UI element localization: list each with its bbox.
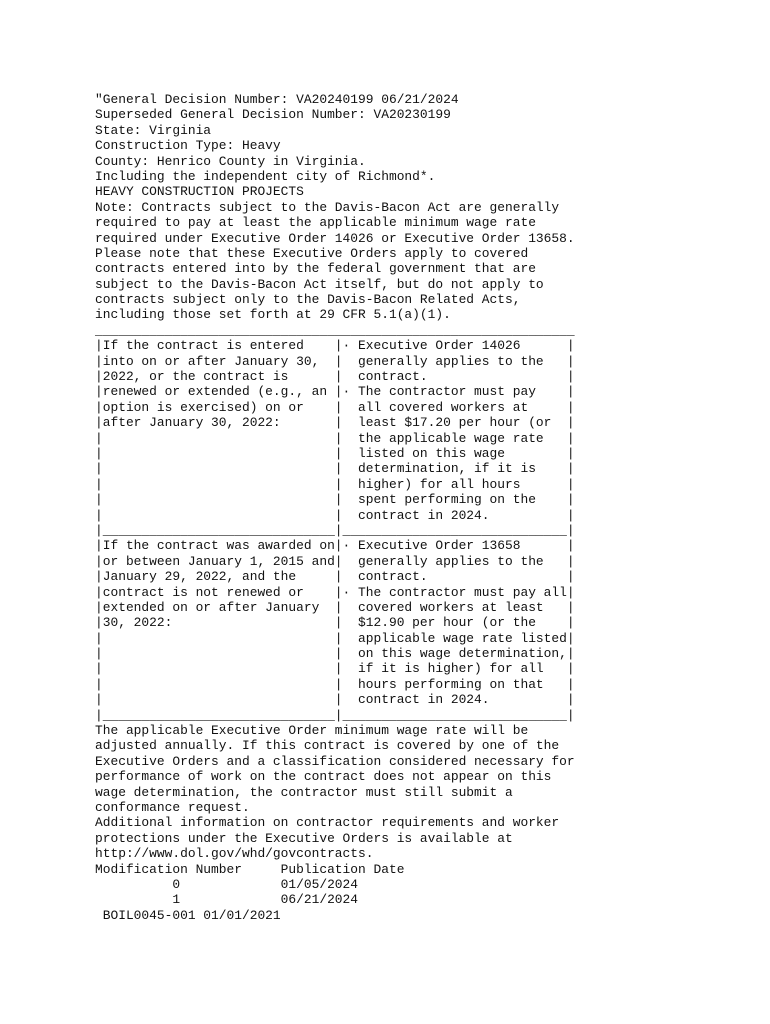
- document-line: contracts subject only to the Davis-Bacon Related Acts,: [95, 292, 521, 308]
- document-line: | | spent performing on the |: [95, 492, 575, 508]
- document-line: |January 29, 2022, and the | contract. |: [95, 569, 575, 585]
- document-line: 1 06/21/2024: [95, 892, 359, 908]
- document-line: |If the contract was awarded on|· Executive Order 13658 |: [95, 538, 575, 554]
- document-line: adjusted annually. If this contract is covered by one of the: [95, 738, 560, 754]
- document-line: | | hours performing on that |: [95, 676, 575, 692]
- document-line: The applicable Executive Order minimum wage rate will be: [95, 723, 529, 739]
- document-line: |into on or after January 30, | generally applies to the |: [95, 353, 575, 369]
- document-line: |______________________________|_____________________________|: [95, 522, 575, 538]
- document-line: |30, 2022: | $12.90 per hour (or the |: [95, 615, 575, 631]
- document-line: |If the contract is entered |· Executive Order 14026 |: [95, 338, 575, 354]
- document-line: | | on this wage determination,|: [95, 646, 575, 662]
- document-line: |contract is not renewed or |· The contractor must pay all|: [95, 584, 575, 600]
- document-line: performance of work on the contract does not appear on this: [95, 769, 552, 785]
- document-line: | | contract in 2024. |: [95, 692, 575, 708]
- wage-determination-document: [95, 92, 575, 923]
- document-line: Construction Type: Heavy: [95, 138, 281, 154]
- document-line: |2022, or the contract is | contract. |: [95, 369, 575, 385]
- document-line: subject to the Davis-Bacon Act itself, but do not apply to: [95, 276, 544, 292]
- document-line: Executive Orders and a classification considered necessary for: [95, 753, 575, 769]
- document-line: including those set forth at 29 CFR 5.1(a)(1).: [95, 307, 451, 323]
- document-line: |or between January 1, 2015 and| generally applies to the |: [95, 553, 575, 569]
- document-line: HEAVY CONSTRUCTION PROJECTS: [95, 184, 304, 200]
- document-line: ______________________________________________________________: [95, 322, 575, 338]
- document-line: Modification Number Publication Date: [95, 861, 405, 877]
- document-line: http://www.dol.gov/whd/govcontracts.: [95, 846, 374, 862]
- document-line: |option is exercised) on or | all covered workers at |: [95, 399, 575, 415]
- document-line: | | if it is higher) for all |: [95, 661, 575, 677]
- document-line: |after January 30, 2022: | least $17.20 per hour (or |: [95, 415, 575, 431]
- document-line: contracts entered into by the federal government that are: [95, 261, 536, 277]
- document-line: | | higher) for all hours |: [95, 476, 575, 492]
- document-line: |renewed or extended (e.g., an |· The contractor must pay |: [95, 384, 575, 400]
- document-line: | | applicable wage rate listed|: [95, 630, 575, 646]
- document-line: Please note that these Executive Orders apply to covered: [95, 245, 529, 261]
- document-line: Note: Contracts subject to the Davis-Bacon Act are generally: [95, 199, 560, 215]
- document-line: County: Henrico County in Virginia.: [95, 153, 366, 169]
- document-line: conformance request.: [95, 799, 250, 815]
- document-line: wage determination, the contractor must still submit a: [95, 784, 513, 800]
- document-line: "General Decision Number: VA20240199 06/21/2024: [95, 92, 459, 107]
- document-line: | | determination, if it is |: [95, 461, 575, 477]
- document-line: 0 01/05/2024: [95, 876, 359, 892]
- document-line: |______________________________|_____________________________|: [95, 707, 575, 723]
- document-line: |extended on or after January | covered workers at least |: [95, 599, 575, 615]
- document-line: State: Virginia: [95, 122, 212, 138]
- document-line: required to pay at least the applicable minimum wage rate: [95, 215, 536, 231]
- document-line: Including the independent city of Richmond*.: [95, 168, 436, 184]
- document-line: Additional information on contractor requirements and worker: [95, 815, 560, 831]
- document-line: BOIL0045-001 01/01/2021: [95, 907, 281, 923]
- document-line: protections under the Executive Orders is available at: [95, 830, 513, 846]
- document-line: | | contract in 2024. |: [95, 507, 575, 523]
- document-line: | | listed on this wage |: [95, 445, 575, 461]
- document-line: Superseded General Decision Number: VA20230199: [95, 107, 451, 123]
- document-line: | | the applicable wage rate |: [95, 430, 575, 446]
- document-line: required under Executive Order 14026 or Executive Order 13658.: [95, 230, 575, 246]
